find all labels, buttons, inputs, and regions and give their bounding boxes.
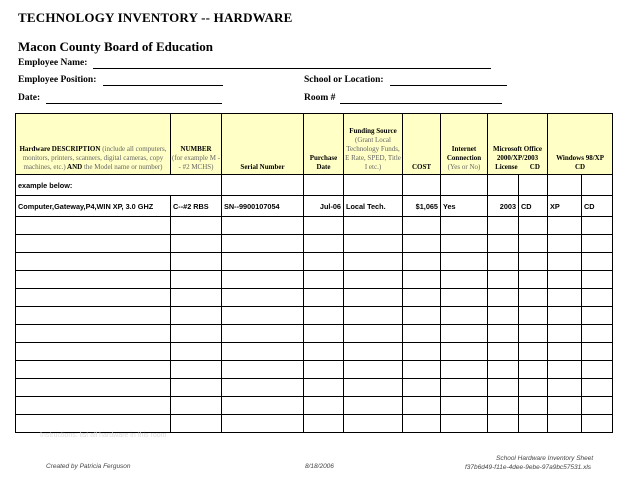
header-office: Microsoft Office 2000/XP/2003 License CD [488,114,548,175]
table-cell[interactable] [304,289,344,307]
table-cell[interactable] [519,379,548,397]
table-cell[interactable] [304,397,344,415]
table-cell[interactable] [16,235,171,253]
footer-sheet-name: School Hardware Inventory Sheet [496,455,594,462]
example-funding: Local Tech. [344,196,403,217]
table-cell[interactable] [222,397,304,415]
table-cell[interactable] [441,325,488,343]
table-cell[interactable] [548,397,582,415]
table-cell[interactable] [582,253,613,271]
table-cell[interactable] [304,361,344,379]
table-row [16,415,613,433]
footer-created-by: Created by Patricia Ferguson [46,463,131,470]
table-cell[interactable] [488,343,519,361]
header-purchase-date: Purchase Date [304,114,344,175]
table-row [16,379,613,397]
table-cell[interactable] [344,253,403,271]
table-cell[interactable] [171,343,222,361]
table-cell[interactable] [403,271,441,289]
table-cell[interactable] [441,361,488,379]
table-cell[interactable] [171,415,222,433]
table-cell[interactable] [441,379,488,397]
footer-date: 8/18/2006 [305,463,334,470]
employee-position-field[interactable] [103,85,223,86]
table-row [16,217,613,235]
header-number: NUMBER (for example M -- #2 MCHS) [171,114,222,175]
date-label: Date: [18,93,41,103]
table-cell[interactable] [548,307,582,325]
table-cell[interactable] [16,253,171,271]
table-cell[interactable] [441,415,488,433]
table-cell[interactable] [403,217,441,235]
footer-file-name: f37b6d49-f11e-4dee-9ebe-97a9bc57531.xls [465,464,592,471]
table-row [16,361,613,379]
table-cell[interactable] [344,343,403,361]
table-cell[interactable] [488,217,519,235]
table-cell[interactable] [488,361,519,379]
table-cell[interactable] [16,379,171,397]
table-cell[interactable] [403,253,441,271]
table-cell[interactable] [488,271,519,289]
table-row [16,307,613,325]
header-windows: Windows 98/XP CD [548,114,613,175]
table-cell[interactable] [548,235,582,253]
table-cell[interactable] [304,307,344,325]
table-cell[interactable] [171,217,222,235]
room-label: Room # [304,93,336,103]
table-cell[interactable] [344,235,403,253]
table-cell[interactable] [304,235,344,253]
table-cell[interactable] [344,325,403,343]
table-cell[interactable] [548,325,582,343]
table-cell[interactable] [222,415,304,433]
table-cell[interactable] [548,217,582,235]
table-cell[interactable] [582,235,613,253]
example-cost: $1,065 [403,196,441,217]
table-cell[interactable] [488,289,519,307]
table-cell[interactable] [403,307,441,325]
table-cell[interactable] [582,289,613,307]
table-cell[interactable] [171,253,222,271]
table-cell[interactable] [403,289,441,307]
document-title: TECHNOLOGY INVENTORY -- HARDWARE [18,10,293,25]
table-cell[interactable] [304,217,344,235]
table-row [16,289,613,307]
table-cell[interactable] [16,343,171,361]
table-row [16,253,613,271]
table-cell[interactable] [519,361,548,379]
school-location-field[interactable] [390,85,507,86]
table-cell[interactable] [16,361,171,379]
table-cell[interactable] [171,361,222,379]
table-cell[interactable] [488,325,519,343]
table-cell[interactable] [344,397,403,415]
table-cell[interactable] [16,217,171,235]
table-cell[interactable] [222,271,304,289]
table-row [16,325,613,343]
header-funding-source: Funding Source (Grant Local Technology Funds, E Rate, SPED, Title I etc.) [344,114,403,175]
table-cell[interactable] [222,289,304,307]
example-windows-cd: CD [582,196,613,217]
table-cell[interactable] [344,361,403,379]
table-cell[interactable] [488,307,519,325]
table-cell[interactable] [582,397,613,415]
table-cell[interactable] [171,307,222,325]
example-office-cd: CD [519,196,548,217]
table-row [16,235,613,253]
table-cell[interactable] [222,361,304,379]
table-cell[interactable] [441,343,488,361]
table-cell[interactable] [171,235,222,253]
table-cell[interactable] [582,307,613,325]
table-cell[interactable] [488,397,519,415]
table-cell[interactable] [16,289,171,307]
table-cell[interactable] [222,343,304,361]
table-cell[interactable] [171,325,222,343]
table-cell[interactable] [582,325,613,343]
table-cell[interactable] [304,253,344,271]
table-cell[interactable] [519,325,548,343]
school-location-label: School or Location: [304,75,384,85]
table-cell[interactable] [344,379,403,397]
employee-name-field[interactable] [93,68,491,69]
table-cell[interactable] [441,397,488,415]
table-cell[interactable] [171,379,222,397]
table-cell[interactable] [582,415,613,433]
table-cell[interactable] [488,379,519,397]
table-cell[interactable] [403,397,441,415]
table-cell[interactable] [519,217,548,235]
table-cell[interactable] [519,289,548,307]
table-cell[interactable] [441,253,488,271]
header-row [16,114,613,175]
table-cell[interactable] [16,325,171,343]
table-cell[interactable] [16,307,171,325]
table-cell[interactable] [222,307,304,325]
table-cell[interactable] [582,343,613,361]
table-cell[interactable] [441,217,488,235]
inventory-table [15,113,613,433]
table-cell[interactable] [222,325,304,343]
employee-position-label: Employee Position: [18,75,97,85]
faint-instruction-text: Instructions: list all hardware in this room [40,432,167,439]
example-purchase-date: Jul-06 [304,196,344,217]
example-label: example below: [16,175,171,196]
date-field[interactable] [46,103,222,104]
header-cost: COST [403,114,441,175]
example-windows: XP [548,196,582,217]
table-cell[interactable] [519,415,548,433]
table-cell[interactable] [304,379,344,397]
table-cell[interactable] [403,361,441,379]
header-serial: Serial Number [222,114,304,175]
table-cell[interactable] [344,289,403,307]
table-cell[interactable] [403,415,441,433]
table-cell[interactable] [441,307,488,325]
table-cell[interactable] [548,415,582,433]
table-cell[interactable] [344,307,403,325]
table-cell[interactable] [582,361,613,379]
table-cell[interactable] [304,343,344,361]
table-cell[interactable] [16,415,171,433]
table-cell[interactable] [304,325,344,343]
table-cell[interactable] [488,235,519,253]
table-cell[interactable] [222,217,304,235]
employee-name-label: Employee Name: [18,58,88,68]
example-description: Computer,Gateway,P4,WIN XP, 3.0 GHZ [16,196,171,217]
table-cell[interactable] [344,217,403,235]
table-cell[interactable] [403,343,441,361]
table-row [16,343,613,361]
table-cell[interactable] [519,235,548,253]
table-cell[interactable] [548,253,582,271]
table-cell[interactable] [16,271,171,289]
table-cell[interactable] [344,271,403,289]
table-cell[interactable] [548,343,582,361]
example-office-license: 2003 [488,196,519,217]
example-internet: Yes [441,196,488,217]
table-cell[interactable] [222,253,304,271]
table-cell[interactable] [548,361,582,379]
table-cell[interactable] [403,379,441,397]
table-cell[interactable] [548,289,582,307]
table-cell[interactable] [16,397,171,415]
table-cell[interactable] [171,397,222,415]
room-field[interactable] [340,103,502,104]
table-cell[interactable] [582,271,613,289]
table-row [16,397,613,415]
example-row [16,196,613,217]
table-cell[interactable] [403,235,441,253]
table-cell[interactable] [304,415,344,433]
table-cell[interactable] [548,379,582,397]
example-serial: SN--9900107054 [222,196,304,217]
table-cell[interactable] [488,415,519,433]
table-cell[interactable] [519,397,548,415]
table-cell[interactable] [441,271,488,289]
table-cell[interactable] [441,289,488,307]
table-cell[interactable] [222,379,304,397]
table-cell[interactable] [519,343,548,361]
table-cell[interactable] [582,217,613,235]
table-cell[interactable] [304,271,344,289]
table-row [16,271,613,289]
table-cell[interactable] [403,325,441,343]
table-cell[interactable] [344,415,403,433]
table-cell[interactable] [171,271,222,289]
header-description: Hardware DESCRIPTION (include all computers, monitors, printers, scanners, digital cameras, copy machines, etc.) AND the Model name or number) [16,114,171,175]
table-cell[interactable] [519,307,548,325]
table-cell[interactable] [171,289,222,307]
table-cell[interactable] [519,271,548,289]
header-internet: Internet Connection (Yes or No) [441,114,488,175]
table-cell[interactable] [488,253,519,271]
example-number: C--#2 RBS [171,196,222,217]
table-cell[interactable] [519,253,548,271]
table-cell[interactable] [582,379,613,397]
table-cell[interactable] [441,235,488,253]
organization-name: Macon County Board of Education [18,39,214,54]
example-label-row [16,175,613,196]
table-cell[interactable] [548,271,582,289]
table-cell[interactable] [222,235,304,253]
